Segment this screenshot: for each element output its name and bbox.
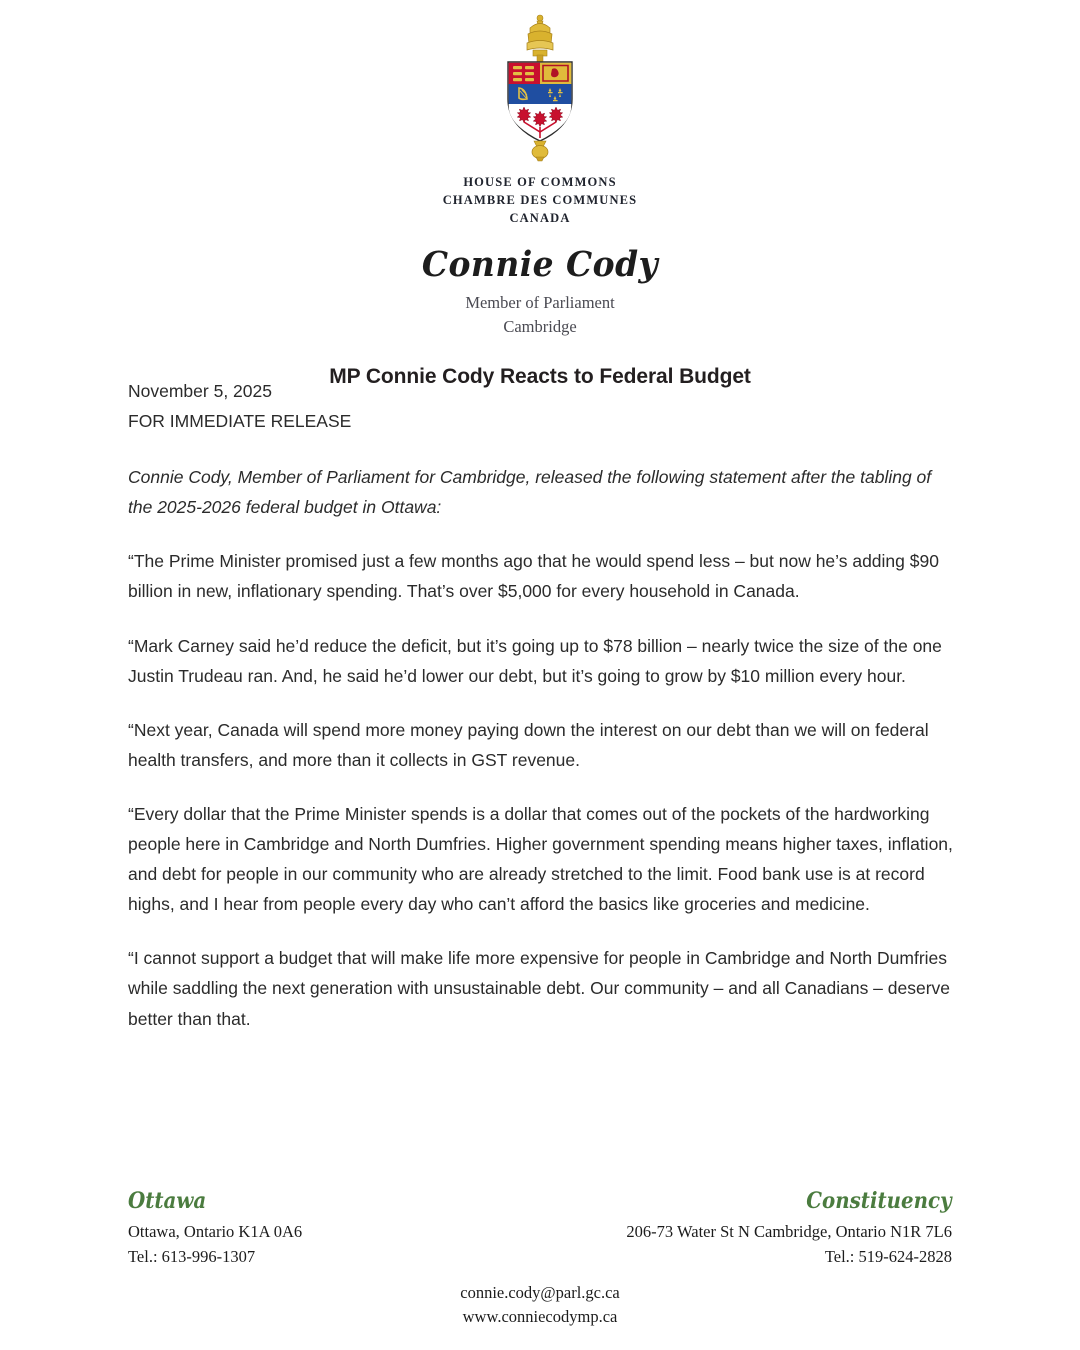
statement-paragraph-5: “I cannot support a budget that will make life more expensive for people in Cambridge and North Dumfries while saddling the next generation with unsustainable debt. Our community – and all Canadians – deserve better than that.	[128, 948, 951, 1029]
mp-riding: Cambridge	[503, 316, 577, 336]
constituency-office-block	[626, 1189, 952, 1269]
mp-role: Member of Parliament	[465, 293, 615, 313]
constituency-office-address: 206-73 Water St N Cambridge, Ontario N1R 7L6	[626, 1222, 952, 1242]
ottawa-office-address: Ottawa, Ontario K1A 0A6	[128, 1222, 303, 1242]
constituency-office-phone[interactable]: Tel.: 519-624-2828	[824, 1246, 952, 1266]
letterhead	[0, 0, 1080, 389]
ottawa-office-block	[128, 1189, 302, 1269]
release-notice: FOR IMMEDIATE RELEASE	[128, 411, 352, 432]
press-release-body	[128, 376, 955, 1034]
institution-line-en: HOUSE OF COMMONS	[463, 175, 617, 189]
release-date: November 5, 2025	[128, 381, 272, 401]
statement-paragraph-3: “Next year, Canada will spend more money paying down the interest on our debt than we will on federal health transfers, and more than it collects in GST revenue.	[128, 719, 929, 770]
page-title: MP Connie Cody Reacts to Federal Budget	[329, 365, 751, 389]
email-address[interactable]: connie.cody@parl.gc.ca	[460, 1283, 620, 1303]
website-url[interactable]: www.conniecodymp.ca	[462, 1306, 618, 1326]
contact-footer	[0, 1189, 1080, 1328]
intro-paragraph: Connie Cody, Member of Parliament for Cambridge, released the following statement after the tabling of the 2025-2026 federal budget in Ottawa:	[128, 467, 932, 518]
institution-line-fr: CHAMBRE DES COMMUNES	[442, 192, 638, 207]
statement-paragraph-1: “The Prime Minister promised just a few months ago that he would spend less – but now he’s adding $90 billion in new, inflationary spending. That’s over $5,000 for every household in Canada.	[128, 551, 939, 602]
constituency-office-heading: Constituency	[806, 1188, 952, 1215]
statement-paragraph-4: “Every dollar that the Prime Minister spends is a dollar that comes out of the pockets of the hardworking people here in Cambridge and North Dumfries. Higher government spending means higher taxes, inflation, and debt for people in our community who are already stretched to the limit. Food bank use is at record highs, and I hear from people every day who can’t afford the basics like groceries and medicine.	[128, 803, 953, 915]
institution-name	[0, 174, 1080, 227]
contact-links	[0, 1281, 1080, 1328]
statement-paragraph-2: “Mark Carney said he’d reduce the deficit, but it’s going up to $78 billion – nearly twice the size of the one Justin Trudeau ran. And, he said he’d lower our debt, but it’s going to grow by $10 million every hour.	[128, 635, 942, 686]
mp-title-block	[0, 291, 1080, 338]
ottawa-office-phone[interactable]: Tel.: 613-996-1307	[128, 1246, 256, 1266]
institution-line-country: CANADA	[509, 210, 571, 225]
mp-name: Connie Cody	[421, 244, 659, 286]
ottawa-office-heading: Ottawa	[128, 1188, 207, 1215]
house-of-commons-mace-crest-icon	[480, 14, 600, 164]
